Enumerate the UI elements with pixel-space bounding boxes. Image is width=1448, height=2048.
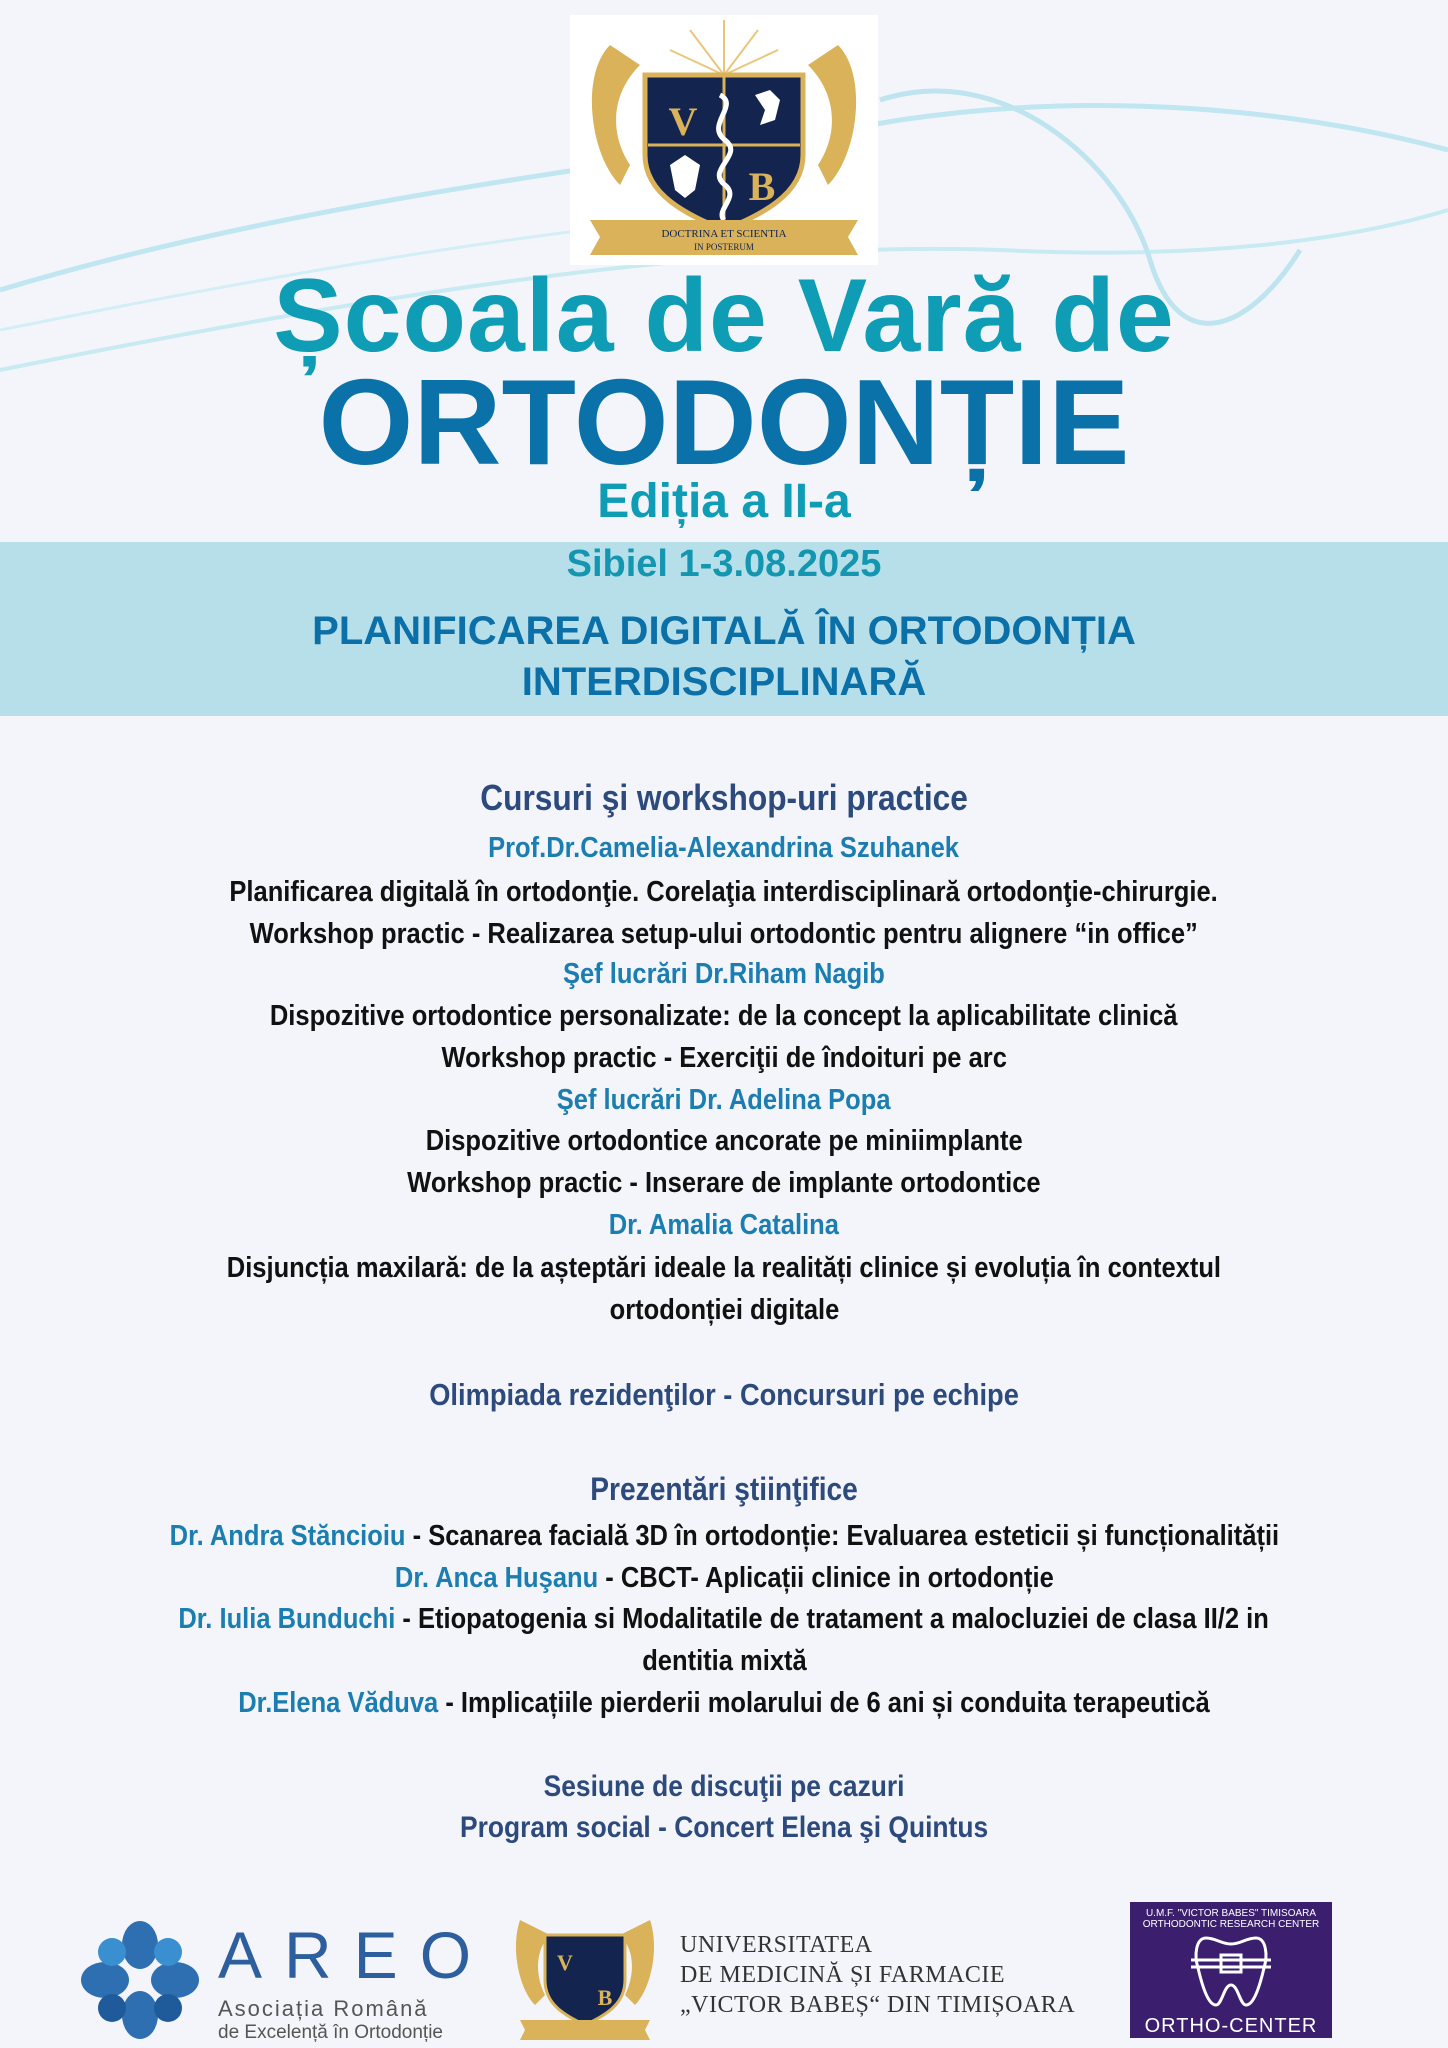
areo-logo: AREO Asociația Română de Excelență în Ortodonție bbox=[80, 1920, 480, 2045]
course-line: Workshop practic - Inserare de implante ortodontice bbox=[407, 1167, 1041, 1199]
umf-crest-icon bbox=[510, 1910, 660, 2045]
speaker-name: Şef lucrări Dr.Riham Nagib bbox=[563, 958, 885, 990]
areo-flower-icon bbox=[80, 1920, 200, 2040]
footer-logos bbox=[0, 1900, 1448, 2048]
university-crest-logo bbox=[570, 15, 878, 265]
case-session-label: Sesiune de discuţii pe cazuri bbox=[543, 1770, 905, 1803]
course-line: Dispozitive ortodontice ancorate pe miniimplante bbox=[425, 1125, 1023, 1157]
presentation-item: Dr. Anca Huşanu - CBCT- Aplicații clinice in ortodonție bbox=[394, 1562, 1054, 1594]
speaker-name: Şef lucrări Dr. Adelina Popa bbox=[557, 1084, 891, 1116]
title-line1: Școala de Vară de bbox=[273, 258, 1175, 374]
courses-heading: Cursuri şi workshop-uri practice bbox=[480, 777, 968, 818]
course-line: ortodonției digitale bbox=[609, 1294, 839, 1326]
svg-text:B: B bbox=[597, 1985, 613, 2010]
location-date: Sibiel 1-3.08.2025 bbox=[566, 543, 882, 585]
presentations-heading: Prezentări ştiinţifice bbox=[590, 1471, 858, 1507]
svg-text:B: B bbox=[748, 164, 776, 209]
course-line: Workshop practic - Exerciţii de îndoituri pe arc bbox=[441, 1042, 1007, 1074]
svg-text:IN POSTERUM: IN POSTERUM bbox=[694, 242, 754, 252]
presentation-item-cont: dentitia mixtă bbox=[641, 1645, 807, 1677]
social-program-label: Program social - Concert Elena şi Quintus bbox=[459, 1811, 989, 1844]
ortho-center-logo: U.M.F. "VICTOR BABES" TIMISOARA ORTHODONTIC RESEARCH CENTER ORTHO-CENTER bbox=[1130, 1902, 1332, 2038]
edition-label: Ediția a II-a bbox=[597, 475, 851, 528]
title-line2: ORTODONȚIE bbox=[318, 354, 1130, 490]
svg-text:V: V bbox=[668, 99, 698, 144]
course-line: Planificarea digitală în ortodonţie. Corelaţia interdisciplinară ortodonţie-chirurgie. bbox=[229, 876, 1219, 908]
presentation-item: Dr. Andra Stăncioiu - Scanarea facială 3D în ortodonție: Evaluarea esteticii și funcționalității bbox=[169, 1520, 1279, 1552]
olympiad-label: Olimpiada rezidenţilor - Concursuri pe echipe bbox=[429, 1377, 1019, 1412]
course-line: Workshop practic - Realizarea setup-ului ortodontic pentru alignere “in office” bbox=[249, 918, 1199, 950]
presentation-item: Dr.Elena Văduva - Implicațiile pierderii molarului de 6 ani și conduita terapeutică bbox=[238, 1687, 1210, 1719]
speaker-name: Prof.Dr.Camelia-Alexandrina Szuhanek bbox=[488, 832, 960, 864]
svg-text:V: V bbox=[557, 1950, 573, 1975]
theme-line1: PLANIFICAREA DIGITALĂ ÎN ORTODONȚIA bbox=[312, 609, 1136, 653]
tooth-braces-icon bbox=[1186, 1930, 1276, 2010]
theme-line2: INTERDISCIPLINARĂ bbox=[521, 660, 927, 704]
course-line: Disjuncția maxilară: de la așteptări ideale la realități clinice și evoluția în contextul bbox=[226, 1252, 1222, 1284]
course-line: Dispozitive ortodontice personalizate: de la concept la aplicabilitate clinică bbox=[270, 1000, 1178, 1032]
svg-text:DOCTRINA ET SCIENTIA: DOCTRINA ET SCIENTIA bbox=[661, 228, 787, 240]
umf-name: UNIVERSITATEA DE MEDICINĂ ȘI FARMACIE „VICTOR BABEȘ“ DIN TIMIȘOARA bbox=[680, 1932, 1076, 2018]
presentation-item: Dr. Iulia Bunduchi - Etiopatogenia si Modalitatile de tratament a malocluziei de clasa II/2 in bbox=[178, 1603, 1270, 1635]
speaker-name: Dr. Amalia Catalina bbox=[608, 1209, 840, 1241]
